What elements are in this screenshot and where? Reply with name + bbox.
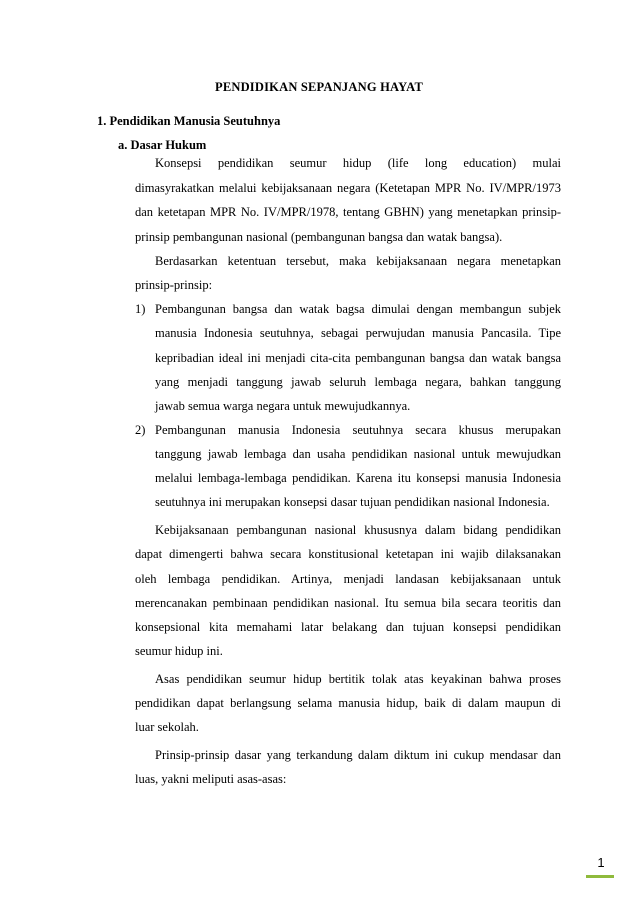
paragraph-line: Berdasarkan ketentuan tersebut, maka kebijaksanaan negara menetapkan <box>155 254 561 268</box>
paragraph-line: prinsip-prinsip: <box>135 278 213 292</box>
paragraph-line: Konsepsi pendidikan seumur hidup (life long education) mulai <box>155 156 561 170</box>
paragraph-line: dimasyrakatkan melalui kebijaksanaan negara (Ketetapan MPR No. IV/MPR/1973 <box>135 181 561 195</box>
paragraph-line: konsepsional kita memahami latar belakang dan tujuan konsepsi pendidikan <box>135 620 561 634</box>
page-number: 1 <box>597 855 605 870</box>
paragraph-line: seumur hidup ini. <box>135 644 223 658</box>
paragraph-line: luar sekolah. <box>135 720 199 734</box>
paragraph-line: pendidikan dapat berlangsung selama manusia hidup, baik di dalam maupun di <box>135 696 561 710</box>
list-item-line: melalui lembaga-lembaga pendidikan. Karena itu konsepsi manusia Indonesia <box>155 471 561 485</box>
paragraph-line: Prinsip-prinsip dasar yang terkandung dalam diktum ini cukup mendasar dan <box>155 748 561 762</box>
paragraph-line: Asas pendidikan seumur hidup bertitik tolak atas keyakinan bahwa proses <box>155 672 561 686</box>
list-item-line: Pembangunan manusia Indonesia seutuhnya secara khusus merupakan <box>155 423 561 437</box>
paragraph-line: luas, yakni meliputi asas-asas: <box>135 772 287 786</box>
paragraph-line: dan ketetapan MPR No. IV/MPR/1978, tentang GBHN) yang menetapkan prinsip- <box>135 205 561 219</box>
list-item-line: jawab semua warga negara untuk mewujudkannya. <box>155 399 411 413</box>
paragraph-line: prinsip pembangunan nasional (pembangunan bangsa dan watak bangsa). <box>135 230 503 244</box>
paragraph-line: dapat dimengerti bahwa secara konstitusional ketetapan ini wajib dilaksanakan <box>135 547 561 561</box>
list-item-line: tanggung jawab lembaga dan usaha pendidikan nasional untuk mewujudkan <box>155 447 561 461</box>
paragraph-line: merencanakan pembinaan pendidikan nasional. Itu semua bila secara teoritis dan <box>135 596 561 610</box>
list-item-line: yang menjadi tanggung jawab seluruh lembaga negara, bahkan tanggung <box>155 375 561 389</box>
list-item-line: Pembangunan bangsa dan watak bagsa dimulai dengan membangun subjek <box>155 302 561 316</box>
document-title: PENDIDIKAN SEPANJANG HAYAT <box>214 80 423 94</box>
list-item-line: seutuhnya ini merupakan konsepsi dasar tujuan pendidikan nasional Indonesia. <box>155 495 550 509</box>
list-item-line: manusia Indonesia seutuhnya, sebagai perwujudan manusia Pancasila. Tipe <box>155 326 561 340</box>
section-heading: 1. Pendidikan Manusia Seutuhnya <box>97 114 281 128</box>
subsection-heading: a. Dasar Hukum <box>118 138 207 152</box>
paragraph-line: oleh lembaga pendidikan. Artinya, menjadi landasan kebijaksanaan untuk <box>135 572 561 586</box>
list-item-line: kepribadian ideal ini menjadi cita-cita pembangunan bangsa dan watak bangsa <box>155 351 561 365</box>
list-number: 2) <box>135 423 146 437</box>
list-number: 1) <box>135 302 146 316</box>
page-number-underline <box>586 875 614 878</box>
paragraph-line: Kebijaksanaan pembangunan nasional khususnya dalam bidang pendidikan <box>155 523 561 537</box>
